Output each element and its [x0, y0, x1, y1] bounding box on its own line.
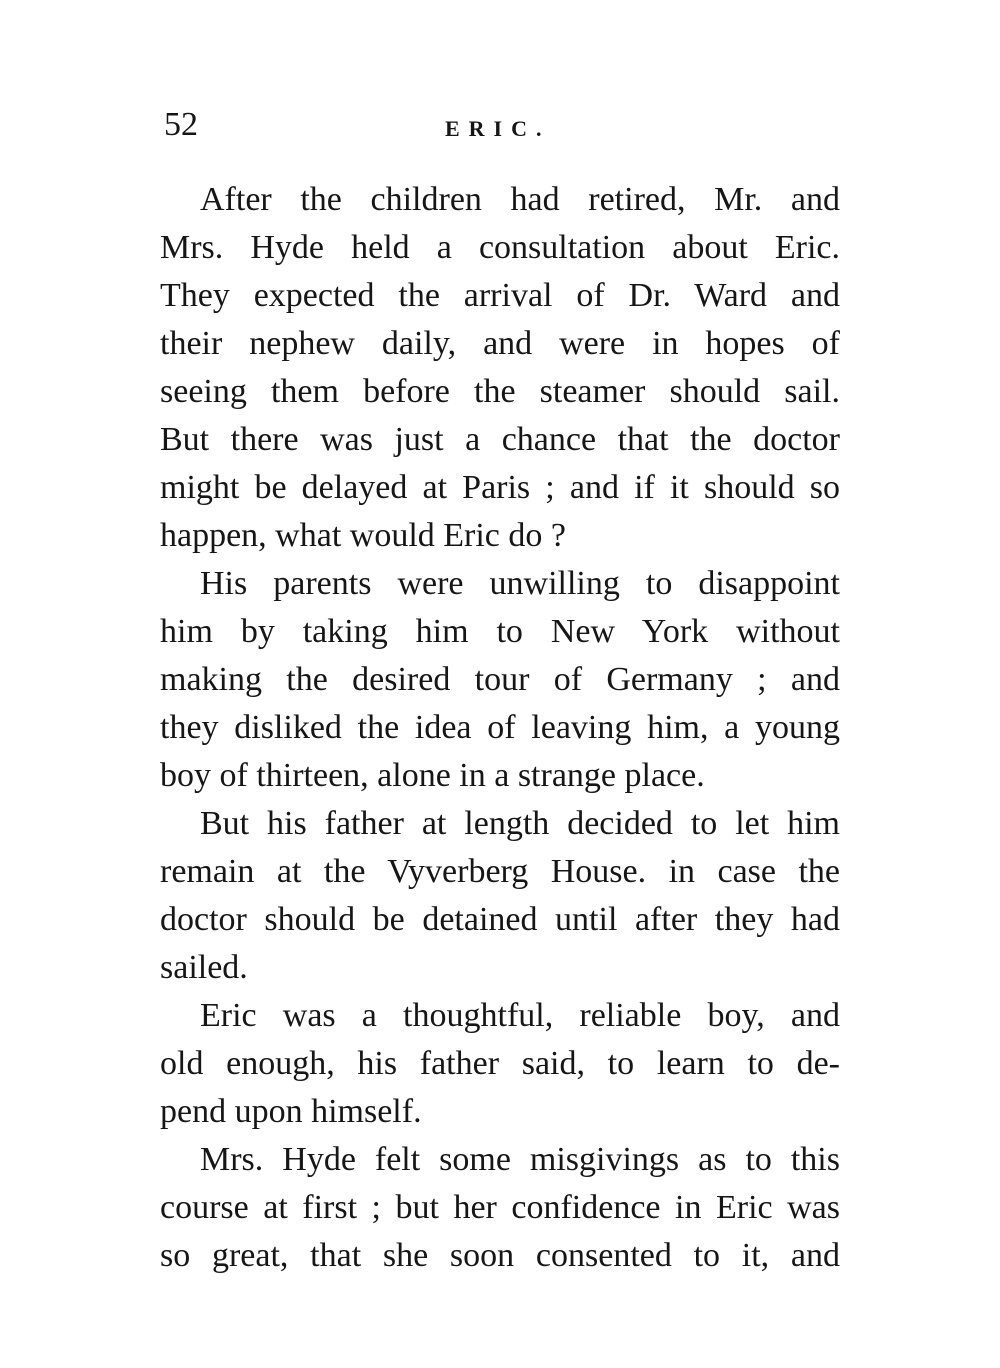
text-line: so great, that she soon consented to it, and — [160, 1237, 840, 1274]
text-line: remain at the Vyverberg House. in case the — [160, 853, 840, 890]
text-line: making the desired tour of Germany ; and — [160, 661, 840, 698]
paragraph — [160, 1136, 840, 1280]
paragraph — [160, 560, 840, 800]
paragraph — [160, 800, 840, 992]
text-line: might be delayed at Paris ; and if it should so — [160, 469, 840, 506]
paragraph — [160, 176, 840, 560]
text-line: Eric was a thoughtful, reliable boy, and — [200, 997, 840, 1034]
text-line: sailed. — [160, 949, 248, 986]
text-line: His parents were unwilling to disappoint — [200, 565, 840, 602]
text-line: Mrs. Hyde held a consultation about Eric. — [160, 229, 840, 266]
paragraph — [160, 992, 840, 1136]
body-text — [160, 176, 840, 1280]
text-line: happen, what would Eric do ? — [160, 517, 566, 554]
text-line: they disliked the idea of leaving him, a young — [160, 709, 840, 746]
text-line: pend upon himself. — [160, 1093, 422, 1130]
text-line: old enough, his father said, to learn to de- — [160, 1045, 840, 1082]
text-line: After the children had retired, Mr. and — [200, 181, 840, 218]
text-line: They expected the arrival of Dr. Ward and — [160, 277, 840, 314]
text-line: But there was just a chance that the doctor — [160, 421, 840, 458]
page-number: 52 — [164, 106, 198, 143]
text-line: their nephew daily, and were in hopes of — [160, 325, 840, 362]
text-line: him by taking him to New York without — [160, 613, 840, 650]
running-head — [160, 100, 840, 150]
running-title: ERIC. — [445, 116, 551, 141]
text-line: Mrs. Hyde felt some misgivings as to this — [200, 1141, 840, 1178]
text-line: boy of thirteen, alone in a strange place. — [160, 757, 705, 794]
text-line: doctor should be detained until after they had — [160, 901, 840, 938]
text-line: seeing them before the steamer should sail. — [160, 373, 840, 410]
text-line: But his father at length decided to let him — [200, 805, 840, 842]
text-line: course at first ; but her confidence in Eric was — [160, 1189, 840, 1226]
